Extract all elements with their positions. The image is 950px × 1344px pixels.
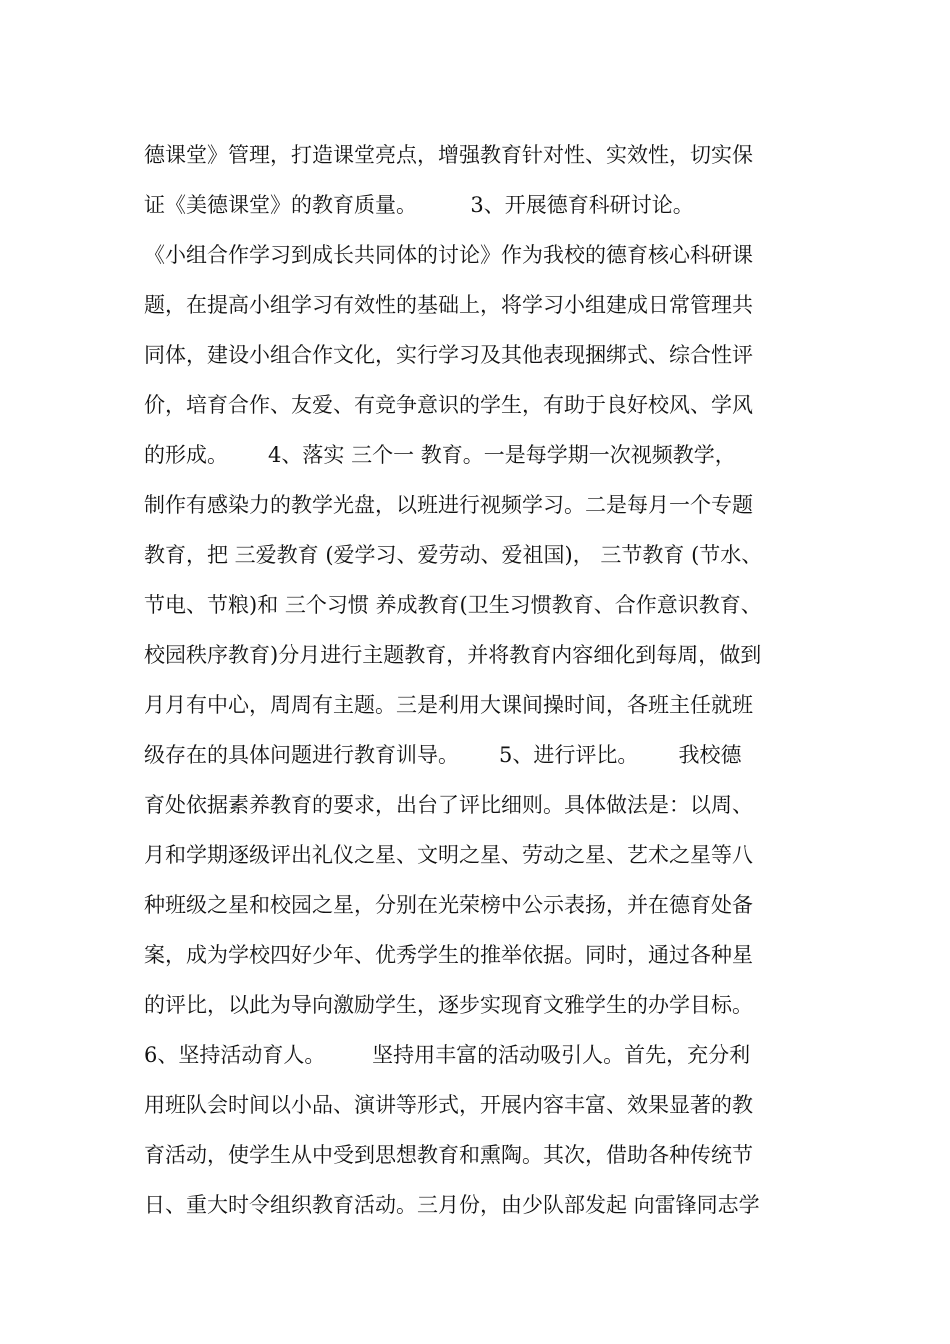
text-line: 制作有感染力的教学光盘，以班进行视频学习。二是每月一个专题 — [144, 493, 753, 517]
text-line: 的评比，以此为导向激励学生，逐步实现育文雅学生的办学目标。 — [144, 993, 753, 1017]
text-line: 用班队会时间以小品、演讲等形式，开展内容丰富、效果显著的教 — [144, 1093, 753, 1117]
text-line: 6、坚持活动育人。 坚持用丰富的活动吸引人。首先，充分利 — [144, 1043, 751, 1067]
text-line: 节电、节粮)和 三个习惯 养成教育(卫生习惯教育、合作意识教育、 — [144, 593, 762, 617]
text-line: 月和学期逐级评出礼仪之星、文明之星、劳动之星、艺术之星等八 — [144, 843, 753, 867]
text-line: 教育，把 三爱教育 (爱学习、爱劳动、爱祖国)， 三节教育 (节水、 — [144, 543, 763, 567]
text-line: 育活动，使学生从中受到思想教育和熏陶。其次，借助各种传统节 — [144, 1143, 753, 1167]
text-line: 证《美德课堂》的教育质量。 3、开展德育科研讨论。 — [144, 193, 694, 217]
body-text — [144, 130, 844, 1230]
text-line: 种班级之星和校园之星，分别在光荣榜中公示表扬，并在德育处备 — [144, 893, 753, 917]
text-line: 的形成。 4、落实 三个一 教育。一是每学期一次视频教学， — [144, 443, 736, 467]
text-line: 同体，建设小组合作文化，实行学习及其他表现捆绑式、综合性评 — [144, 343, 753, 367]
text-line: 校园秩序教育)分月进行主题教育，并将教育内容细化到每周，做到 — [144, 643, 762, 667]
text-line: 级存在的具体问题进行教育训导。 5、进行评比。 我校德 — [144, 743, 742, 767]
text-line: 德课堂》管理，打造课堂亮点，增强教育针对性、实效性，切实保 — [144, 143, 753, 167]
text-line: 日、重大时令组织教育活动。三月份，由少队部发起 向雷锋同志学 — [144, 1193, 760, 1217]
text-line: 育处依据素养教育的要求，出台了评比细则。具体做法是：以周、 — [144, 793, 753, 817]
text-line: 价，培育合作、友爱、有竞争意识的学生，有助于良好校风、学风 — [144, 393, 753, 417]
text-line: 题，在提高小组学习有效性的基础上，将学习小组建成日常管理共 — [144, 293, 753, 317]
text-line: 月月有中心，周周有主题。三是利用大课间操时间，各班主任就班 — [144, 693, 753, 717]
text-line: 《小组合作学习到成长共同体的讨论》作为我校的德育核心科研课 — [144, 243, 753, 267]
text-line: 案，成为学校四好少年、优秀学生的推举依据。同时，通过各种星 — [144, 943, 753, 967]
